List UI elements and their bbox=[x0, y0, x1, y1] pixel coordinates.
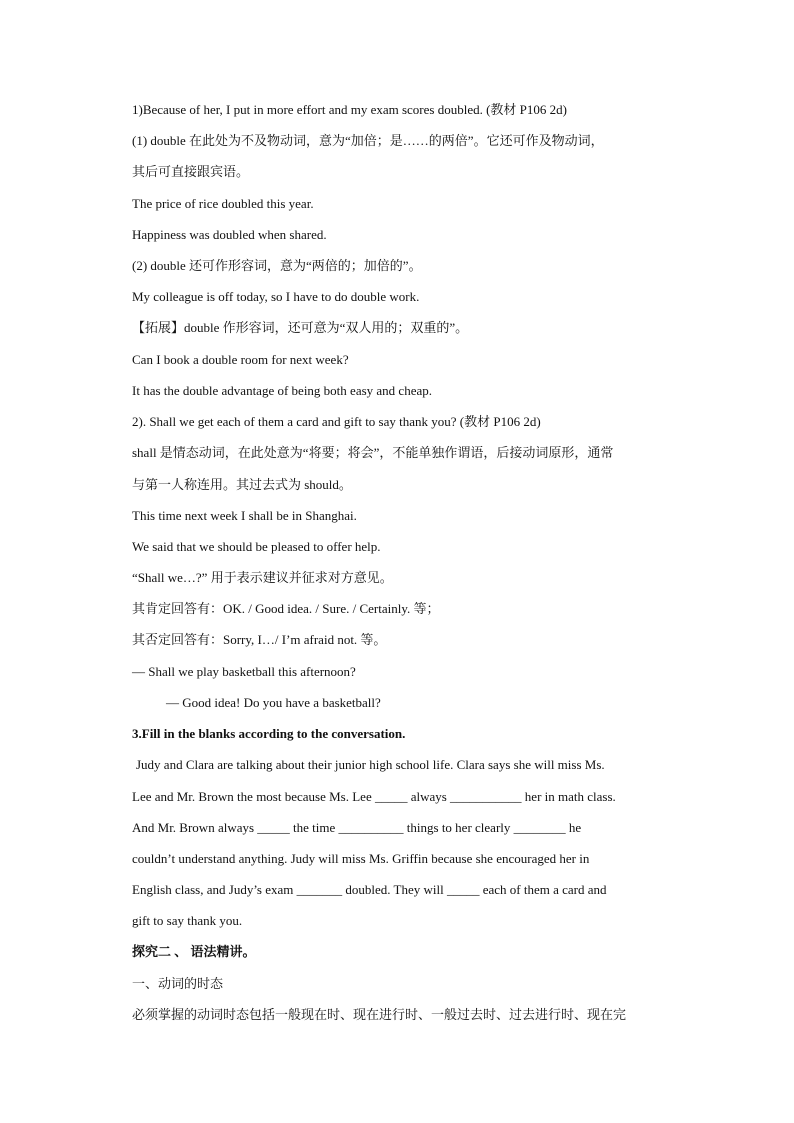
text-line: — Good idea! Do you have a basketball? bbox=[166, 695, 381, 710]
text-line: 【拓展】double 作形容词，还可意为“双人用的；双重的”。 bbox=[132, 320, 469, 335]
text-line: And Mr. Brown always _____ the time __________ things to her clearly ________ he bbox=[132, 820, 582, 835]
text-line: 必须掌握的动词时态包括一般现在时、现在进行时、一般过去时、过去进行时、现在完 bbox=[132, 1007, 627, 1022]
text-line: The price of rice doubled this year. bbox=[132, 196, 314, 211]
section-heading: 探究二 、 语法精讲。 bbox=[132, 944, 256, 959]
text-line: 一、动词的时态 bbox=[132, 976, 224, 991]
text-line: (1) double 在此处为不及物动词，意为“加倍；是……的两倍”。它还可作及物动词， bbox=[132, 133, 604, 148]
text-line: Lee and Mr. Brown the most because Ms. Lee _____ always ___________ her in math class. bbox=[132, 789, 616, 804]
text-line: shall 是情态动词，在此处意为“将要；将会”，不能单独作谓语，后接动词原形，通常 bbox=[132, 445, 614, 460]
text-line: 与第一人称连用。其过去式为 should。 bbox=[132, 477, 352, 492]
text-line: (2) double 还可作形容词，意为“两倍的；加倍的”。 bbox=[132, 258, 422, 273]
text-line: couldn’t understand anything. Judy will miss Ms. Griffin because she encouraged her in bbox=[132, 851, 590, 866]
text-line: English class, and Judy’s exam _______ doubled. They will _____ each of them a card and bbox=[132, 882, 607, 897]
text-line: 1)Because of her, I put in more effort and my exam scores doubled. (教材 P106 2d) bbox=[132, 102, 567, 117]
text-line: My colleague is off today, so I have to do double work. bbox=[132, 289, 420, 304]
text-line: 其否定回答有：Sorry, I…/ I’m afraid not. 等。 bbox=[132, 632, 387, 647]
text-line: 其后可直接跟宾语。 bbox=[132, 164, 250, 179]
text-line: Judy and Clara are talking about their junior high school life. Clara says she will miss Ms. bbox=[136, 757, 605, 772]
text-line: — Shall we play basketball this afternoon? bbox=[132, 664, 356, 679]
text-line: “Shall we…?” 用于表示建议并征求对方意见。 bbox=[132, 570, 393, 585]
text-line: gift to say thank you. bbox=[132, 913, 243, 928]
text-line: 2). Shall we get each of them a card and gift to say thank you? (教材 P106 2d) bbox=[132, 414, 541, 429]
section-heading: 3.Fill in the blanks according to the conversation. bbox=[132, 726, 406, 741]
text-line: 其肯定回答有：OK. / Good idea. / Sure. / Certainly. 等； bbox=[132, 601, 440, 616]
text-line: This time next week I shall be in Shanghai. bbox=[132, 508, 357, 523]
text-line: Can I book a double room for next week? bbox=[132, 352, 349, 367]
text-line: Happiness was doubled when shared. bbox=[132, 227, 327, 242]
text-line: We said that we should be pleased to offer help. bbox=[132, 539, 381, 554]
text-line: It has the double advantage of being both easy and cheap. bbox=[132, 383, 432, 398]
